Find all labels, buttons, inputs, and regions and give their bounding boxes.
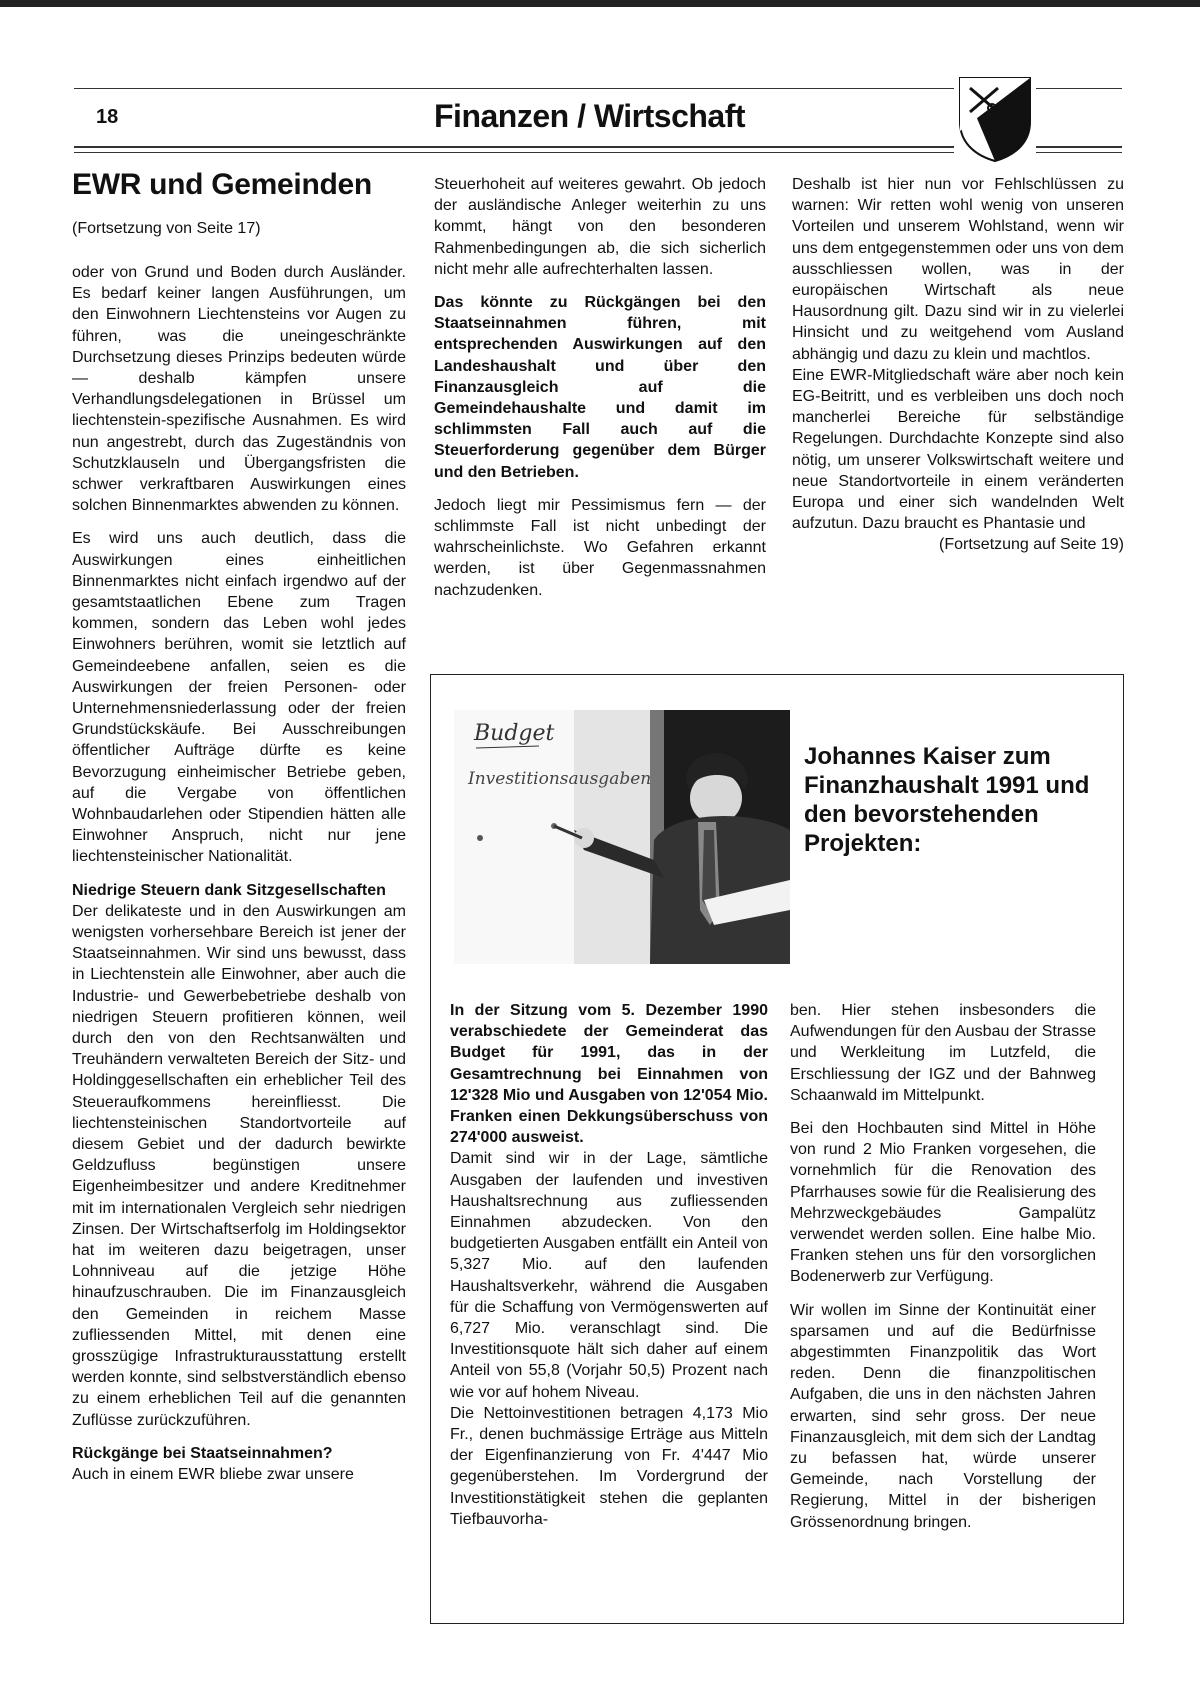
article-column-2 [434,174,766,613]
paragraph: Steuerhoheit auf weiteres gewahrt. Ob jedoch der ausländische Anleger weiterhin zu uns kommt, hängt von den besonderen Rahmenbedingungen ab, die sich sicherlich nicht mehr alle aufrechterhalten lassen. [434,176,766,278]
article-column-1 [72,262,406,1497]
box-column-2 [790,1000,1096,1545]
continued-from: (Fortsetzung von Seite 17) [72,220,261,237]
paragraph: Deshalb ist hier nun vor Fehlschlüssen zu warnen: Wir retten wohl wenig von unseren Vorteilen und unserem Wohlstand, wenn wir uns dem entgegenstemmen oder uns von dem ausschliessen wollen, was in der europäischen Wirtschaft als neue Hausordnung gilt. Dazu sind wir in zu vielerlei Hinsicht und zu weitgehend vom Ausland abhängig und dazu zu klein und machtlos. [792,176,1124,363]
emphasis-paragraph: Das könnte zu Rückgängen bei den Staatseinnahmen führen, mit entsprechenden Auswirkungen auf den Landeshaushalt und über den Finanzausgleich auf die Gemeindehaushalte und damit im schlimmsten Fall auch auf die Steuerforderung gegenüber dem Bürger und den Betrieben. [434,294,766,481]
paragraph: oder von Grund und Boden durch Ausländer. Es bedarf keiner langen Ausführungen, um den Einwohnern Liechtensteins vor Augen zu führen, was die uneingeschränkte Durchsetzung dieses Prinzips bedeuten würde — deshalb kämpfen unsere Verhandlungsdelegationen in Brüssel um liechtenstein-spezifische Ausnahmen. Es wird nun angestrebt, durch das Zugeständnis von Schutzklauseln und Übergangsfristen die schwer verkraftbaren Auswirkungen eines solchen Binnenmarktes abwenden zu können. [72,264,406,515]
header-rule-bottom-right-2 [1036,152,1122,153]
header-rule-top-right [1036,88,1122,89]
paragraph: Es wird uns auch deutlich, dass die Auswirkungen eines einheitlichen Binnenmarktes nicht einfach irgendwo auf der gesamtstaatlichen Ebene zum Tragen kommen, sondern das Leben wohl jedes Einwohners berühren, womit sie letztlich auf Gemeindeebene anfallen, seien es die Auswirkungen der freien Personen- oder Unternehmensniederlassung oder der freien Grundstückskäufe. Bei Ausschreibungen öffentlicher Aufträge dürfte es keine Bevorzugung einheimischer Betriebe geben, auf die Vergabe von öffentlichen Wohnbaudarlehen oder Stipendien hätten alle Einwohner Anspruch, nicht nur jene liechtensteinischer Nationalität. [72,530,406,866]
continued-to: (Fortsetzung auf Seite 19) [939,536,1124,554]
header-rule-bottom [74,146,954,148]
board-text-investitionsausgaben: Investitionsausgaben [468,769,652,789]
subheading: Niedrige Steuern dank Sitzgesellschaften [72,881,386,899]
coat-of-arms-icon [958,76,1032,162]
header-rule-bottom-right [1036,146,1122,148]
box-column-1 [450,1000,768,1530]
top-edge [0,0,1200,7]
photo-presenter [454,710,790,964]
paragraph: ben. Hier stehen insbesonders die Aufwendungen für den Ausbau der Strasse und Werkleitung im Lutzfeld, die Erschliessung der IGZ und der Bahnweg Schaanwald im Mittelpunkt. [790,1002,1096,1104]
paragraph: Auch in einem EWR bliebe zwar unsere [72,1465,354,1483]
section-title: Finanzen / Wirtschaft [434,98,746,134]
board-text-budget: Budget [474,721,555,746]
header-rule-top [74,88,954,89]
subheading: Rückgänge bei Staatseinnahmen? [72,1444,333,1462]
paragraph: Jedoch liegt mir Pessimismus fern — der schlimmste Fall ist nicht unbedingt der wahrscheinlichste. Wo Gefahren erkannt werden, ist über Gegenmassnahmen nachzudenken. [434,496,766,599]
box-title: Johannes Kaiser zum Finanzhaushalt 1991 und den bevorstehenden Projekten: [804,743,1090,857]
paragraph: Bei den Hochbauten sind Mittel in Höhe von rund 2 Mio Franken vorgesehen, die vornehmlich für die Renovation des Pfarrhauses sowie für die Realisierung des Mehrzweckgebäudes Gampalütz verwendet werden sollen. Eine halbe Mio. Franken stehen uns für den vorsorglichen Bodenerwerb zur Verfügung. [790,1120,1096,1286]
paragraph: Die Nettoinvestitionen betragen 4,173 Mio Fr., denen buchmässige Erträge aus Mitteln der Eigenfinanzierung von Fr. 4'447 Mio gegenüberstehen. Im Vordergrund der Investitionstätigkeit stehen die geplanten Tiefbauvorha- [450,1404,768,1528]
article-column-3 [792,174,1124,556]
paragraph: Wir wollen im Sinne der Kontinuität einer sparsamen und auf die Bedürfnisse abgestimmten Finanzpolitik das Wort reden. Denn die finanzpolitischen Aufgaben, die uns in den nächsten Jahren erwarten, sind sehr gross. Der neue Finanzausgleich, mit dem sich der Landtag zu befassen hat, würde unserer Gemeinde, nach Vorstellung der Regierung, Mittel in der bisherigen Grössenordnung bringen. [790,1301,1096,1531]
article-title: EWR und Gemeinden [72,168,372,201]
paragraph: Der delikateste und in den Auswirkungen am wenigsten vorhersehbare Bereich ist jener der Staatseinnahmen. Wir sind uns bewusst, dass in Liechtenstein alle Einwohner, aber auch die Industrie- und Gewerbebetriebe deshalb von niedrigen Steuern profitieren können, weil durch den von den Rechtsanwälten und Treuhändern verwalteten Bereich der Sitz- und Holdinggesellschaften ein erheblicher Teil des Steueraufkommens hereinfliesst. Die liechtensteinischen Standortvorteile auf diesem Gebiet und der dadurch bewirkte Geldzufluss begünstigen unsere Eigenheimbesitzer und andere Kreditnehmer mit im internationalen Vergleich sehr niedrigen Zinsen. Der Wirtschaftserfolg im Holdingsektor hat im weiteren dazu beigetragen, unser Lohnniveau auf die jetzige Höhe hinaufzuschrauben. Die im Finanzausgleich den Gemeinden in reichem Masse zufliessenden Mittel, mit denen eine grosszügige Infrastrukturausstattung erstellt werden konnte, sind selbstverständlich ebenso zu einem erheblichen Teil auf die genannten Zuflüsse zurückzuführen. [72,902,406,1429]
lead-paragraph: In der Sitzung vom 5. Dezember 1990 verabschiedete der Gemeinderat das Budget für 1991, das in der Gesamtrechnung bei Einnahmen von 12'328 Mio und Ausgaben von 12'054 Mio. Franken einen Dekkungsüberschuss von 274'000 ausweist. [450,1002,768,1147]
paragraph: Damit sind wir in der Lage, sämtliche Ausgaben der laufenden und investiven Haushaltsrechnung aus zufliessenden Einnahmen abzudecken. Von den budgetierten Ausgaben entfällt ein Anteil von 5,327 Mio. auf den laufenden Haushaltsverkehr, während die Ausgaben für die Schaffung von Vermögenswerten auf 6,727 Mio. veranschlagt sind. Die Investitionsquote hält sich daher auf einem Anteil von 55,8 (Vorjahr 50,5) Prozent nach wie vor auf hohem Niveau. [450,1150,768,1401]
header-rule-bottom-2 [74,152,954,153]
page-number: 18 [96,106,119,128]
paragraph: Eine EWR-Mitgliedschaft wäre aber noch kein EG-Beitritt, und es verbleiben uns doch noch mancherlei Bereiche für selbständige Regelungen. Durchdachte Konzepte sind also nötig, um unserer Volkswirtschaft weitere und neue Standortvorteile in einem veränderten Europa und einer sich wandelnden Welt aufzutun. Dazu braucht es Phantasie und [792,366,1124,533]
